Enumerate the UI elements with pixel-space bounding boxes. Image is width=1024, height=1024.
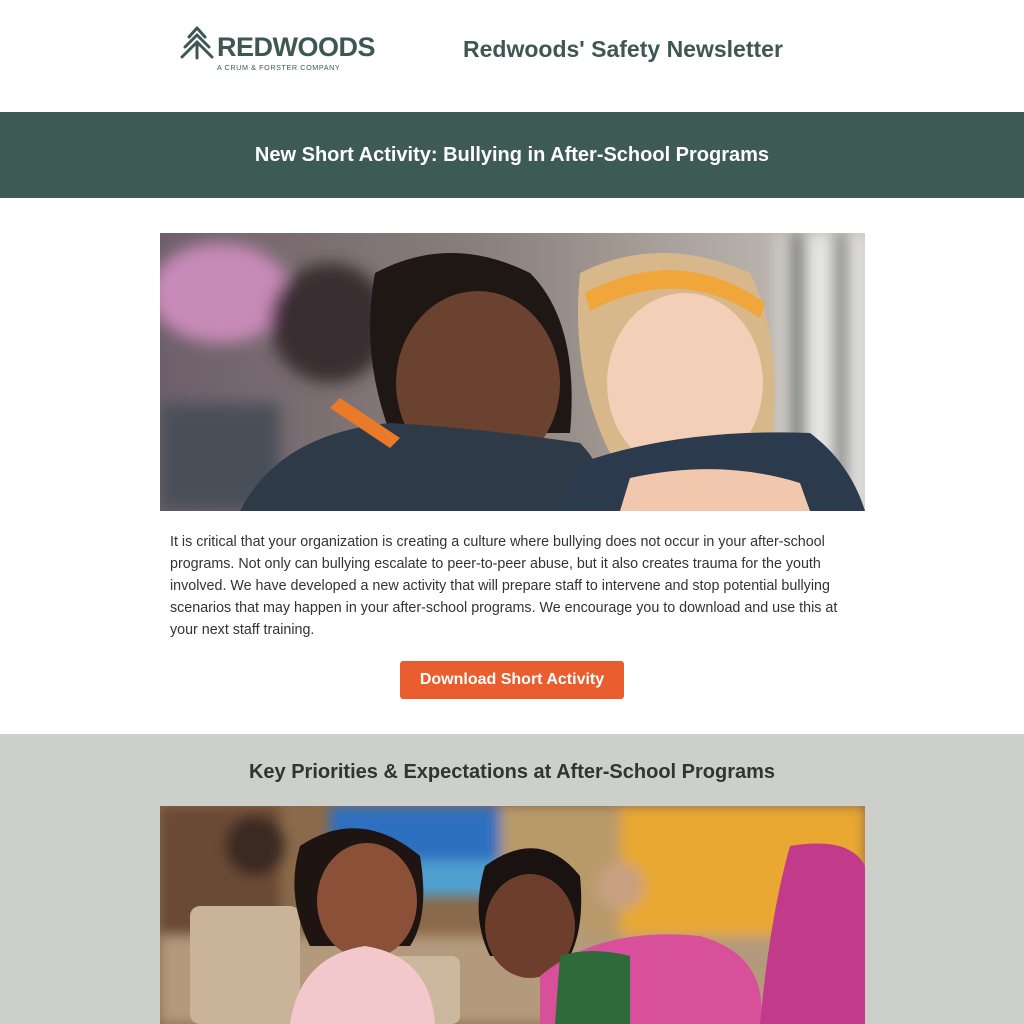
logo-tagline: A CRUM & FORSTER COMPANY bbox=[217, 63, 341, 72]
tree-icon bbox=[180, 24, 214, 60]
hero-photo bbox=[160, 233, 865, 511]
headline-title: New Short Activity: Bullying in After-School Programs bbox=[254, 143, 770, 166]
article-body: It is critical that your organization is creating a culture where bullying does not occur in your after-school programs. Not only can bullying escalate to peer-to-peer abuse, but it also creates trauma for the youth involved. We have developed a new activity that will prepare staff to intervene and stop potential bullying scenarios that may happen in your after-school programs. We encourage you to download and use this at your next staff training. bbox=[170, 534, 838, 638]
logo-wordmark: REDWOODS bbox=[217, 32, 375, 62]
classroom-photo bbox=[160, 806, 865, 1024]
newsletter-header bbox=[0, 0, 1024, 112]
priorities-title: Key Priorities & Expectations at After-School Programs bbox=[248, 761, 776, 783]
redwoods-logo[interactable] bbox=[180, 24, 380, 74]
newsletter-title: Redwoods' Safety Newsletter bbox=[463, 36, 783, 62]
headline-banner bbox=[0, 112, 1024, 198]
download-activity-button[interactable]: Download Short Activity bbox=[400, 661, 624, 699]
